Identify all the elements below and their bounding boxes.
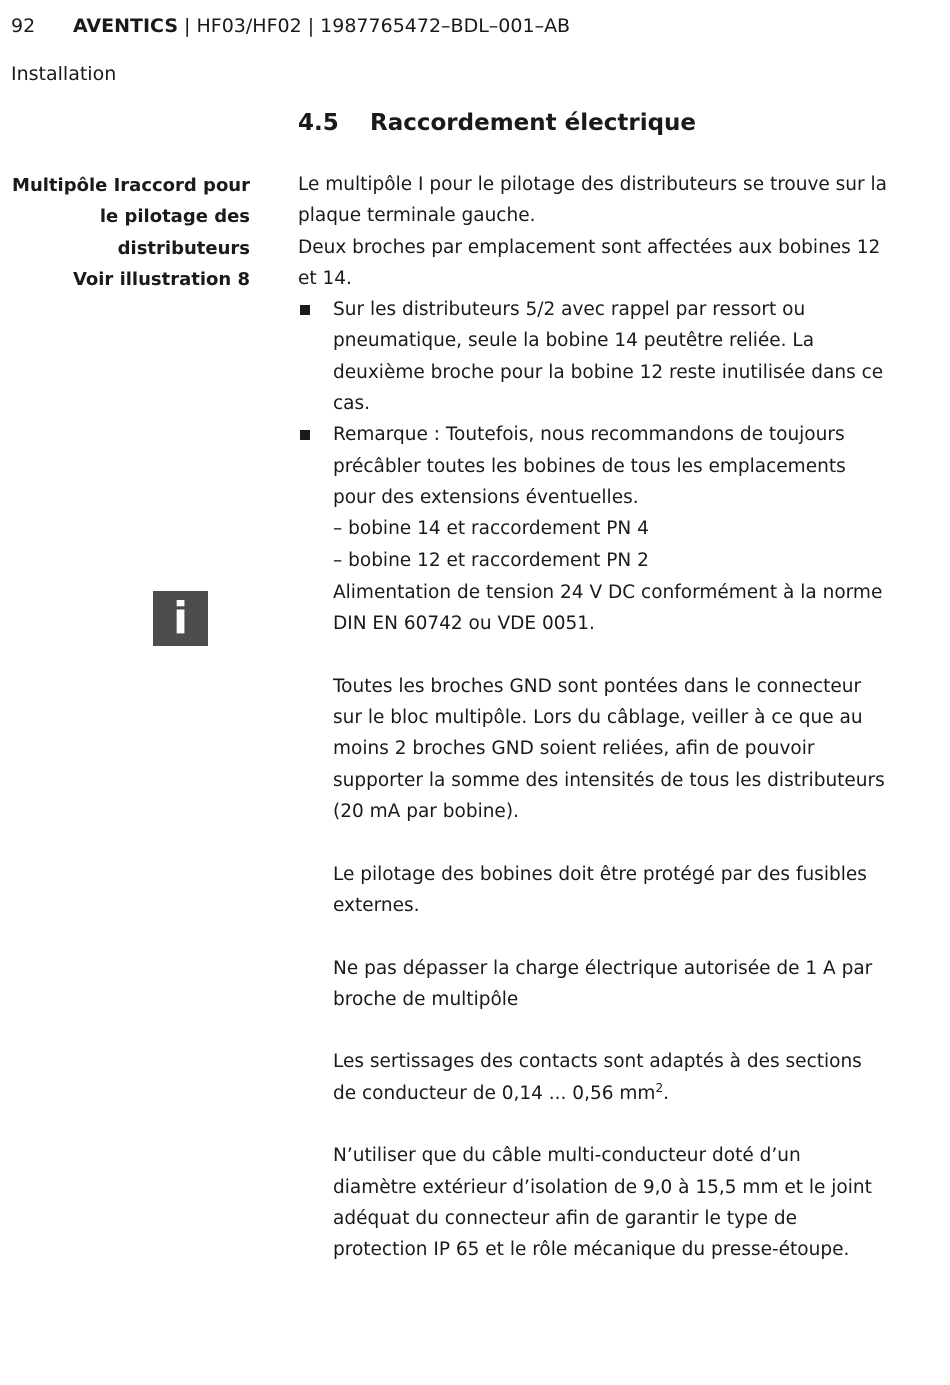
bullet-text: Sur les distributeurs 5/2 avec rappel par ressort ou pneumatique, seule la bobine 14 peutêtre reliée. La deuxième broche pour la bobine 12 reste inutilisée dans ce cas. — [333, 299, 884, 415]
bullet-item — [298, 419, 888, 575]
note-text: Les sertissages des contacts sont adaptés à des sections de conducteur de 0,14 ... 0,56 mm — [333, 1051, 862, 1104]
page-header — [11, 13, 570, 39]
note-paragraph — [333, 1046, 888, 1109]
sub-item: – bobine 14 et raccordement PN 4 — [333, 518, 649, 540]
paragraph: Le multipôle I pour le pilotage des distributeurs se trouve sur la plaque terminale gauche. — [298, 174, 887, 227]
bullet-text: Remarque : Toutefois, nous recommandons de toujours précâbler toutes les bobines de tous les emplacements pour des extensions éventuelles. — [333, 424, 846, 508]
note-paragraph: Le pilotage des bobines doit être protégé par des fusibles externes. — [333, 863, 867, 916]
heading-title: Raccordement électrique — [370, 110, 697, 136]
bullet-item — [298, 294, 888, 419]
superscript: 2 — [655, 1080, 664, 1095]
bullet-square-icon — [300, 305, 310, 315]
notes-block — [333, 577, 888, 1297]
sub-item: – bobine 12 et raccordement PN 2 — [333, 549, 649, 571]
note-text-end: . — [663, 1082, 669, 1104]
note-paragraph: Alimentation de tension 24 V DC conformément à la norme DIN EN 60742 ou VDE 0051. — [333, 582, 883, 635]
bullet-square-icon — [300, 430, 310, 440]
margin-note-line: le pilotage des — [99, 206, 250, 228]
margin-note-line: Multipôle Iraccord pour — [12, 175, 250, 196]
info-icon: i — [153, 591, 208, 646]
section-label: Installation — [11, 63, 117, 85]
note-paragraph: Ne pas dépasser la charge électrique autorisée de 1 A par broche de multipôle — [333, 957, 873, 1010]
document-reference: | HF03/HF02 | 1987765472–BDL–001–AB — [178, 15, 571, 37]
main-content — [298, 169, 888, 576]
brand-name: AVENTICS — [73, 15, 179, 37]
heading-number: 4.5 — [298, 110, 339, 136]
paragraph: Deux broches par emplacement sont affectées aux bobines 12 et 14. — [298, 236, 881, 289]
margin-note-line: Voir illustration 8 — [72, 268, 250, 290]
margin-note — [0, 170, 250, 295]
page-number: 92 — [11, 15, 36, 37]
margin-note-line: distributeurs — [117, 237, 250, 259]
section-heading — [298, 108, 696, 138]
bullet-list — [298, 294, 888, 576]
note-paragraph: N’utiliser que du câble multi-conducteur doté d’un diamètre extérieur d’isolation de 9,0 à 15,5 mm et le joint adéquat du connecteur afin de garantir le type de protection IP 65 et le rôle mécanique du presse-étoupe. — [333, 1145, 872, 1261]
note-paragraph: Toutes les broches GND sont pontées dans le connecteur sur le bloc multipôle. Lors du câblage, veiller à ce que au moins 2 broches GND soient reliées, afin de pouvoir supporter la somme des intensités de tous les distributeurs (20 mA par bobine). — [333, 675, 885, 823]
